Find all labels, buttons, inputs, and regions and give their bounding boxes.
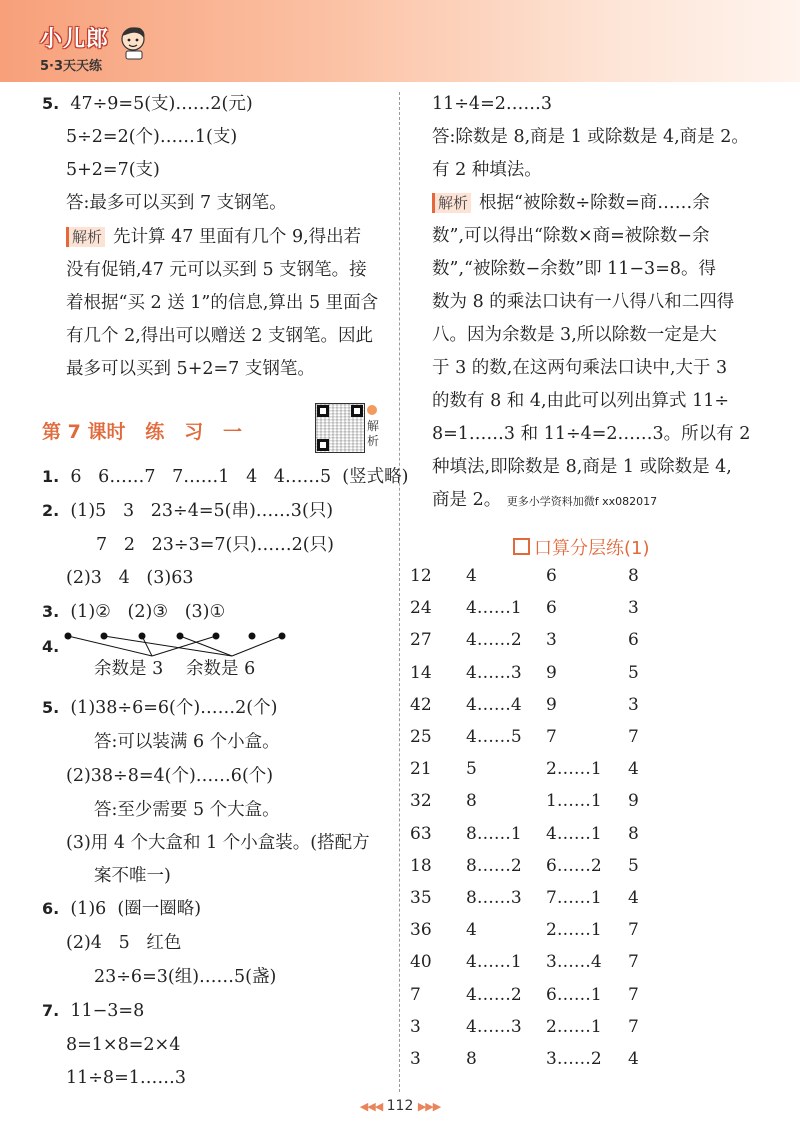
- a2-line2: 7 2 23÷3=7(只)……2(只): [96, 535, 334, 555]
- jiexi2-line10: [432, 489, 657, 513]
- oral-cell: 9: [628, 791, 639, 812]
- brand-logo: [40, 22, 109, 74]
- a5-line6: 案不唯一): [94, 866, 171, 886]
- oral-cell: 4……1: [466, 598, 522, 619]
- oral-cell: 3……4: [546, 952, 602, 973]
- oral-cell: 3: [628, 694, 639, 715]
- promo-note: 更多小学资料加微f xx082017: [506, 495, 658, 508]
- jiexi2-line4: 数为 8 的乘法口诀有一八得八和二四得: [432, 292, 735, 312]
- analysis-tag: 解析: [66, 227, 105, 247]
- a6-text1: (1)6 (圈一圈略): [70, 899, 202, 919]
- jiexi1-line3: 着根据“买 2 送 1”的信息,算出 5 里面含: [66, 293, 379, 313]
- a5-line5: (3)用 4 个大盒和 1 个小盒装。(搭配方: [66, 833, 370, 853]
- remainder-6-label: 余数是 6: [186, 659, 256, 679]
- a6-number: 6.: [42, 899, 60, 918]
- q5-line2: 5÷2=2(个)……1(支): [66, 127, 238, 147]
- oral-cell: 2……1: [546, 759, 602, 780]
- a7-line2: 8=1×8=2×4: [66, 1035, 181, 1055]
- oral-cell: 6……1: [546, 984, 602, 1005]
- qr-corner: [351, 405, 363, 417]
- oral-cell: 7: [628, 1016, 639, 1037]
- a4-number: [42, 636, 59, 658]
- oral-cell: 12: [410, 566, 432, 586]
- oral-cell: 40: [410, 952, 432, 973]
- qr-corner: [317, 405, 329, 417]
- jiexi2-text10: 商是 2。: [432, 490, 502, 510]
- a3-text: (1)② (2)③ (3)①: [70, 602, 226, 622]
- a6-line1: [42, 898, 201, 920]
- oral-cell: 1……1: [546, 791, 602, 812]
- oral-cell: 27: [410, 630, 432, 651]
- a1-number: 1.: [42, 467, 60, 486]
- oral-cell: 7: [628, 727, 639, 747]
- a5-text1: (1)38÷6=6(个)……2(个): [70, 698, 278, 718]
- oral-cell: 5: [466, 759, 477, 780]
- square-icon: [513, 538, 530, 555]
- oral-cell: 4: [628, 759, 639, 780]
- a7-line3: 11÷8=1……3: [66, 1068, 186, 1088]
- oral-cell: 3……2: [546, 1049, 602, 1069]
- match-line: [232, 636, 282, 656]
- oral-cell: 8: [466, 1049, 477, 1069]
- a2-text1: (1)5 3 23÷4=5(串)……3(只): [70, 501, 334, 521]
- oral-cell: 9: [546, 694, 557, 715]
- right-arrows-icon: ▶▶▶: [417, 1100, 441, 1113]
- oral-cell: 8: [466, 791, 477, 812]
- a6-line2: (2)4 5 红色: [66, 933, 182, 953]
- qr-corner: [317, 439, 329, 451]
- oral-cell: 4……2: [466, 984, 522, 1005]
- a1-line: [42, 466, 408, 488]
- oral-cell: 8……2: [466, 855, 522, 876]
- oral-cell: 32: [410, 791, 432, 812]
- qr-label-text: 解析: [367, 419, 380, 448]
- match-line: [104, 636, 232, 656]
- oral-cell: 7: [410, 984, 421, 1005]
- qr-code[interactable]: [315, 403, 365, 453]
- oral-cell: 63: [410, 823, 432, 844]
- oral-practice-title: [513, 534, 650, 560]
- lesson-title: 第 7 课时 练 习 一: [42, 421, 242, 443]
- jiexi1-line1: [66, 226, 361, 248]
- q5-line1: [42, 93, 253, 115]
- a7-number: 7.: [42, 1001, 60, 1020]
- a4-matching-diagram: [62, 630, 292, 660]
- oral-cell: 6: [546, 598, 557, 619]
- oral-cell: 8……1: [466, 823, 522, 844]
- oral-cell: 42: [410, 694, 432, 715]
- oral-cell: 4: [466, 566, 477, 586]
- oral-cell: 8: [628, 823, 639, 844]
- jiexi2-text1: 根据“被除数÷除数=商……余: [479, 193, 710, 213]
- remainder-3-label: 余数是 3: [94, 659, 164, 679]
- oral-cell: 36: [410, 920, 432, 941]
- right-answer: 答:除数是 8,商是 1 或除数是 4,商是 2。: [432, 127, 749, 147]
- qr-label: [367, 404, 381, 449]
- oral-title-text: 口算分层练(1): [534, 538, 650, 559]
- q5-text1: 47÷9=5(支)……2(元): [70, 94, 253, 114]
- a2-number: 2.: [42, 501, 60, 520]
- oral-cell: 4……3: [466, 662, 522, 683]
- play-icon: [367, 405, 377, 415]
- a5-line3: (2)38÷8=4(个)……6(个): [66, 766, 274, 786]
- oral-cell: 4……1: [466, 952, 522, 973]
- right-line1: 11÷4=2……3: [432, 94, 552, 114]
- oral-cell: 7……1: [546, 888, 602, 908]
- oral-cell: 7: [628, 952, 639, 973]
- oral-cell: 24: [410, 598, 432, 619]
- oral-cell: 3: [410, 1049, 421, 1069]
- oral-cell: 4……2: [466, 630, 522, 651]
- a1-text: 6 6……7 7……1 4 4……5 (竖式略): [70, 467, 409, 487]
- jiexi2-line9: 种填法,即除数是 8,商是 1 或除数是 4,: [432, 457, 732, 477]
- page-number-bar: [340, 1098, 460, 1114]
- a6-line3: 23÷6=3(组)……5(盏): [94, 967, 277, 987]
- oral-cell: 35: [410, 888, 432, 908]
- jiexi2-line6: 于 3 的数,在这两句乘法口诀中,大于 3: [432, 358, 728, 378]
- jiexi2-line2: 数”,可以得出“除数×商=被除数−余: [432, 226, 710, 246]
- oral-cell: 7: [628, 920, 639, 941]
- oral-cell: 6: [546, 566, 557, 586]
- oral-cell: 4……1: [546, 823, 602, 844]
- a3-line: [42, 601, 225, 623]
- oral-cell: 6: [628, 630, 639, 651]
- a3-number: 3.: [42, 602, 60, 621]
- oral-cell: 2……1: [546, 920, 602, 941]
- jiexi1-text1: 先计算 47 里面有几个 9,得出若: [113, 227, 362, 247]
- a5-line4: 答:至少需要 5 个大盒。: [94, 800, 280, 820]
- jiexi1-line4: 有几个 2,得出可以赠送 2 支钢笔。因此: [66, 326, 374, 346]
- a7-text1: 11−3=8: [70, 1001, 145, 1021]
- q5-line3: 5+2=7(支): [66, 160, 160, 180]
- oral-cell: 4……4: [466, 694, 522, 715]
- oral-cell: 8……3: [466, 888, 522, 908]
- oral-cell: 2……1: [546, 1016, 602, 1037]
- oral-cell: 5: [628, 662, 639, 683]
- mascot-icon: [118, 24, 148, 60]
- oral-cell: 3: [410, 1016, 421, 1037]
- jiexi1-line2: 没有促销,47 元可以买到 5 支钢笔。接: [66, 260, 367, 280]
- jiexi2-line7: 的数有 8 和 4,由此可以列出算式 11÷: [432, 391, 730, 411]
- oral-cell: 4: [628, 1049, 639, 1069]
- oral-cell: 9: [546, 662, 557, 683]
- a4-num: 4.: [42, 637, 60, 656]
- match-line: [68, 636, 152, 656]
- oral-cell: 4……3: [466, 1016, 522, 1037]
- a7-line1: [42, 1000, 144, 1022]
- oral-cell: 3: [628, 598, 639, 619]
- jiexi2-line1: [432, 192, 710, 214]
- q5-answer: 答:最多可以买到 7 支钢笔。: [66, 193, 287, 213]
- oral-cell: 6……2: [546, 855, 602, 876]
- left-arrows-icon: ◀◀◀: [359, 1100, 383, 1113]
- oral-cell: 4……5: [466, 727, 522, 747]
- oral-cell: 21: [410, 759, 432, 780]
- jiexi1-line5: 最多可以买到 5+2=7 支钢笔。: [66, 359, 315, 379]
- oral-cell: 5: [628, 855, 639, 876]
- match-line: [142, 636, 152, 656]
- jiexi2-line8: 8=1……3 和 11÷4=2……3。所以有 2: [432, 424, 751, 444]
- a2-line1: [42, 500, 333, 522]
- oral-cell: 18: [410, 855, 432, 876]
- right-line3: 有 2 种填法。: [432, 160, 542, 180]
- oral-cell: 7: [628, 984, 639, 1005]
- page-number: 112: [386, 1098, 414, 1114]
- analysis-tag: 解析: [432, 193, 471, 213]
- brand-name: 小儿郎: [40, 27, 110, 52]
- a5-line2: 答:可以装满 6 个小盒。: [94, 732, 280, 752]
- oral-cell: 14: [410, 662, 432, 683]
- column-divider: [399, 92, 400, 1092]
- a5-line1: [42, 697, 277, 719]
- a2-line3: (2)3 4 (3)63: [66, 568, 194, 588]
- oral-cell: 8: [628, 566, 639, 586]
- oral-cell: 3: [546, 630, 557, 651]
- match-dot: [249, 633, 256, 640]
- oral-cell: 4: [466, 920, 477, 941]
- brand-subtitle: 5·3天天练: [40, 59, 103, 74]
- a5-number: 5.: [42, 698, 60, 717]
- jiexi2-line5: 八。因为余数是 3,所以除数一定是大: [432, 325, 717, 345]
- jiexi2-line3: 数”,“被除数−余数”即 11−3=8。得: [432, 259, 716, 279]
- oral-cell: 7: [546, 727, 557, 747]
- q5-number: 5.: [42, 94, 60, 113]
- oral-cell: 4: [628, 888, 639, 908]
- oral-cell: 25: [410, 727, 432, 747]
